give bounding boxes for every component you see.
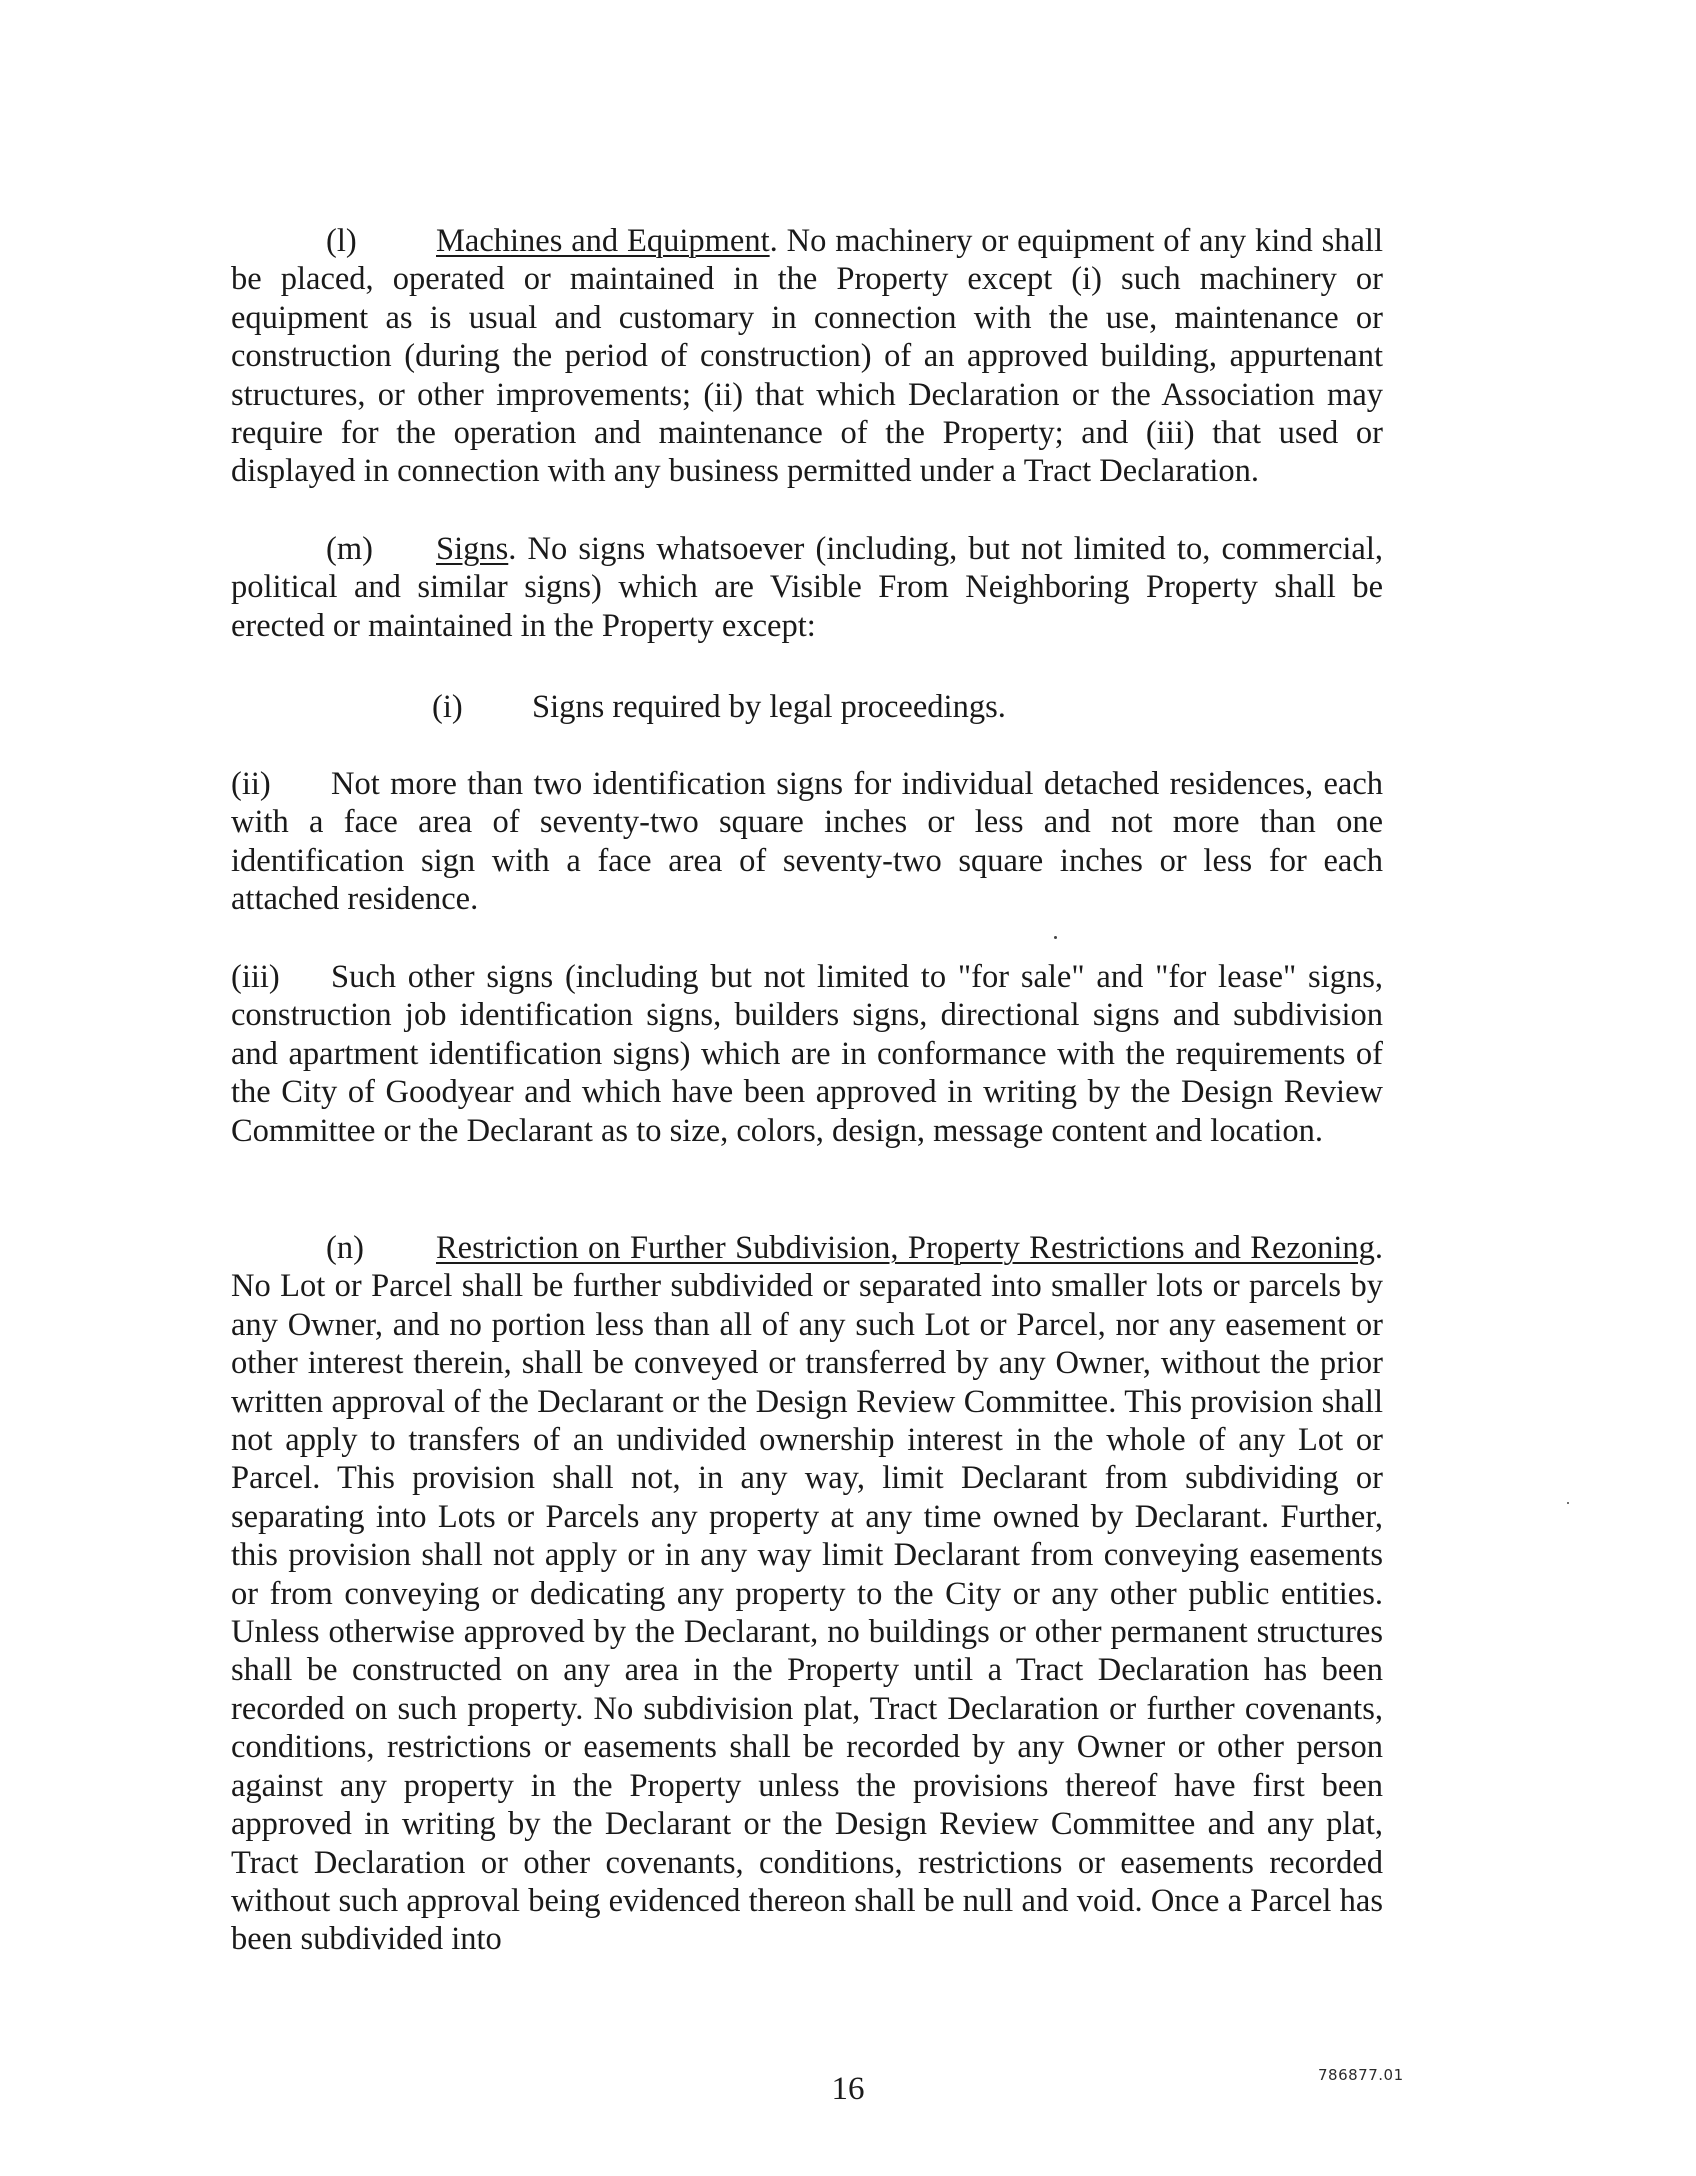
section-n-text: . No Lot or Parcel shall be further subdivided or separated into smaller lots or parcels by any Owner, and no portion less than all of any such Lot or Parcel, nor any easement or other interest therein, shall be conveyed or transferred by any Owner, without the prior written approval of the Declarant or the Design Review Committee. This provision shall not apply to transfers of an undivided ownership interest in the whole of any Lot or Parcel. This provision shall not, in any way, limit Declarant from subdividing or separating into Lots or Parcels any property at any time owned by Declarant. Further, this provision shall not apply or in any way limit Declarant from conveying easements or from conveying or dedicating any property to the City or any other public entities. Unless otherwise approved by the Declarant, no buildings or other permanent structures shall be constructed on any area in the Property until a Tract Declaration has been recorded on such property. No subdivision plat, Tract Declaration or further covenants, conditions, restrictions or easements shall be recorded by any Owner or other person against any property in the Property unless the provisions thereof have first been approved in writing by the Declarant or the Design Review Committee and any plat, Tract Declaration or other covenants, conditions, restrictions or easements recorded without such approval being evidenced thereon shall be null and void. Once a Parcel has been subdivided into (231, 1230, 1383, 1958)
page-number: 16 (831, 2071, 865, 2107)
section-m-item-iii (231, 958, 1383, 1150)
section-l-paragraph (231, 222, 1383, 491)
section-l-text: . No machinery or equipment of any kind shall be placed, operated or maintained in the Property except (i) such machinery or equipment as is usual and customary in connection with the use, maintenance or construction (during the period of construction) of an approved building, appurtenant structures, or other improvements; (ii) that which Declaration or the Association may require for the operation and maintenance of the Property; and (iii) that used or displayed in connection with any business permitted under a Tract Declaration. (231, 223, 1383, 490)
scan-speck (1054, 936, 1057, 939)
section-m-item-ii (231, 765, 1383, 919)
section-m-heading: Signs (436, 531, 509, 567)
document-id: 786877.01 (1318, 2066, 1404, 2084)
section-m-text: . No signs whatsoever (including, but not limited to, commercial, political and similar signs) which are Visible From Neighboring Property shall be erected or maintained in the Property except: (231, 531, 1383, 644)
section-l-number: (l) (326, 223, 357, 259)
section-n-number: (n) (326, 1230, 364, 1266)
section-n-heading: Restriction on Further Subdivision, Property Restrictions and Rezoning (436, 1230, 1375, 1266)
item-iii-text: Such other signs (including but not limited to "for sale" and "for lease" signs, construction job identification signs, builders signs, directional signs and subdivision and apartment identification signs) which are in conformance with the requirements of the City of Goodyear and which have been approved in writing by the Design Review Committee or the Declarant as to size, colors, design, message content and location. (231, 959, 1383, 1149)
section-n-paragraph (231, 1229, 1383, 1959)
section-m-number: (m) (326, 531, 373, 567)
item-ii-text: Not more than two identification signs for individual detached residences, each with a face area of seventy-two square inches or less and not more than one identification sign with a face area of seventy-two square inches or less for each attached residence. (231, 766, 1383, 918)
item-ii-number: (ii) (231, 766, 271, 802)
item-iii-number: (iii) (231, 959, 280, 995)
section-m-paragraph (231, 530, 1383, 645)
item-i-number: (i) (432, 689, 463, 725)
section-l-heading: Machines and Equipment (436, 223, 770, 259)
section-m-item-i (432, 688, 1006, 726)
scan-speck (1567, 1502, 1569, 1504)
item-i-text: Signs required by legal proceedings. (532, 689, 1006, 725)
